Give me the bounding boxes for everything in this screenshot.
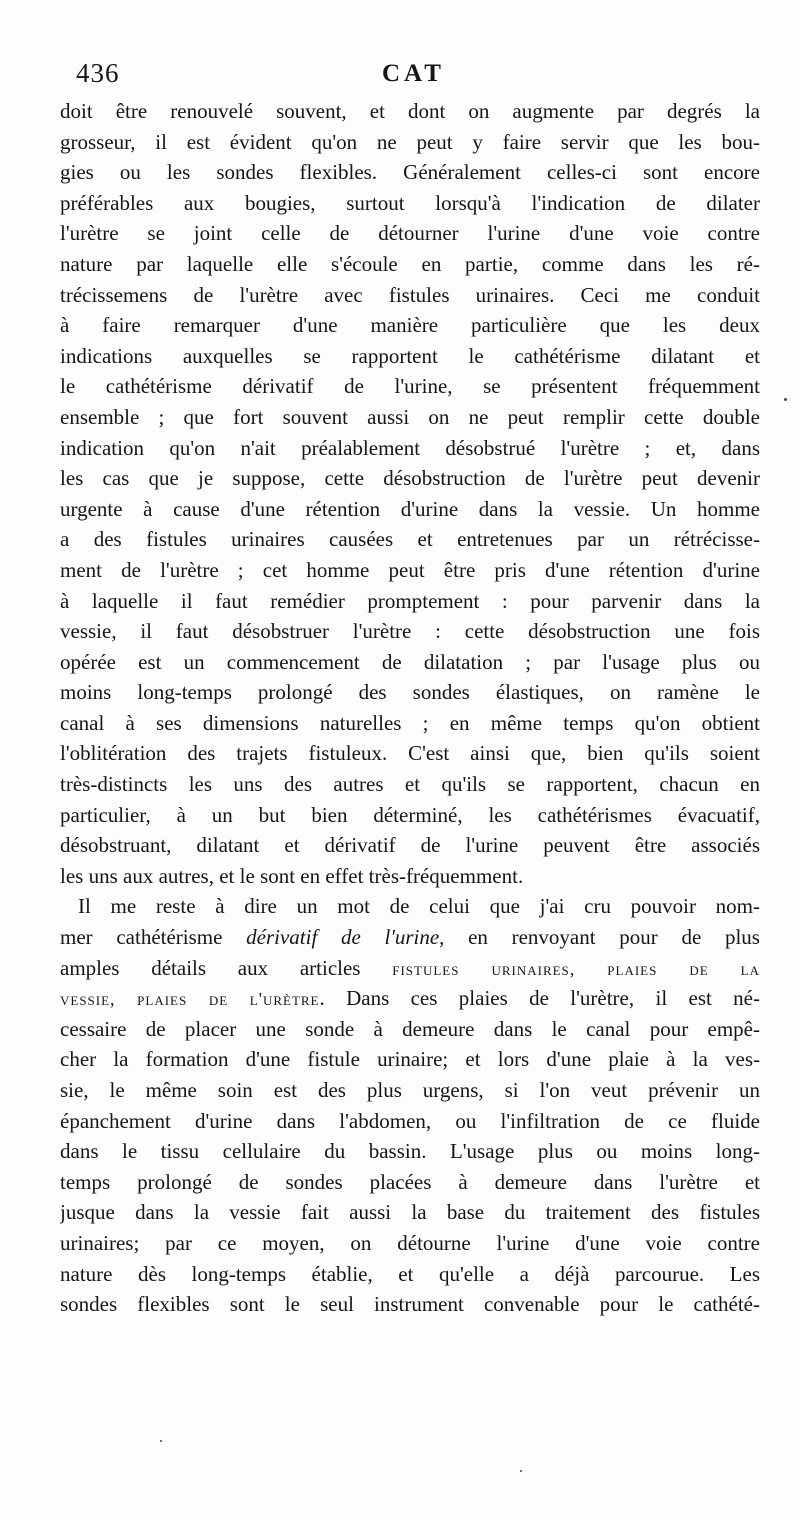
text-line bbox=[60, 341, 760, 372]
text-line bbox=[60, 586, 760, 617]
text-line bbox=[60, 1167, 760, 1198]
line-text: cher la formation d'une fistule urinaire; et lors d'une plaie à la ves- bbox=[60, 1047, 760, 1072]
line-text: indications auxquelles se rapportent le cathétérisme dilatant et bbox=[60, 343, 760, 368]
line-text: indication qu'on n'ait préalablement désobstrué l'urètre ; et, dans bbox=[60, 435, 760, 460]
text-line bbox=[60, 1228, 760, 1259]
text-line bbox=[60, 983, 760, 1014]
text-line bbox=[60, 953, 760, 984]
line-text: à laquelle il faut remédier promptement : pour parvenir dans la bbox=[60, 588, 760, 613]
text-line bbox=[60, 188, 760, 219]
text-line bbox=[60, 891, 760, 922]
line-text: , en renvoyant pour de plus bbox=[439, 925, 760, 950]
ink-speck bbox=[784, 398, 787, 401]
small-caps-text: fistules urinaires, plaies de la bbox=[392, 958, 760, 979]
line-text: l'urètre se joint celle de détourner l'urine d'une voie contre bbox=[60, 221, 760, 246]
line-text: grosseur, il est évident qu'on ne peut y faire servir que les bou- bbox=[60, 129, 760, 154]
text-line bbox=[60, 1075, 760, 1106]
line-text: a des fistules urinaires causées et entretenues par un rétrécisse- bbox=[60, 527, 760, 552]
line-text: trécissemens de l'urètre avec fistules urinaires. Ceci me conduit bbox=[60, 282, 760, 307]
text-line bbox=[60, 1197, 760, 1228]
line-text: les uns aux autres, et le sont en effet très-fréquemment. bbox=[60, 863, 524, 888]
line-text: temps prolongé de sondes placées à demeure dans l'urètre et bbox=[60, 1169, 760, 1194]
line-text: préférables aux bougies, surtout lorsqu'à l'indication de dilater bbox=[60, 190, 760, 215]
text-line bbox=[60, 524, 760, 555]
line-text: nature dès long-temps établie, et qu'elle a déjà parcourue. Les bbox=[60, 1261, 760, 1286]
line-text: à faire remarquer d'une manière particulière que les deux bbox=[60, 313, 760, 338]
line-text: opérée est un commencement de dilatation ; par l'usage plus ou bbox=[60, 649, 760, 674]
line-text: jusque dans la vessie fait aussi la base du traitement des fistules bbox=[60, 1200, 760, 1225]
text-line bbox=[60, 1106, 760, 1137]
text-line bbox=[60, 1136, 760, 1167]
text-line bbox=[60, 677, 760, 708]
line-text: particulier, à un but bien déterminé, les cathétérismes évacuatif, bbox=[60, 802, 760, 827]
line-text: dans le tissu cellulaire du bassin. L'usage plus ou moins long- bbox=[60, 1139, 760, 1164]
line-text: ment de l'urètre ; cet homme peut être pris d'une rétention d'urine bbox=[60, 557, 760, 582]
line-text: urgente à cause d'une rétention d'urine dans la vessie. Un homme bbox=[60, 496, 760, 521]
line-text: très-distincts les uns des autres et qu'ils se rapportent, chacun en bbox=[60, 772, 760, 797]
text-line bbox=[60, 1044, 760, 1075]
small-caps-text: vessie, plaies de l'urètre bbox=[60, 989, 320, 1010]
line-text: doit être renouvelé souvent, et dont on augmente par degrés la bbox=[60, 99, 760, 123]
text-line bbox=[60, 218, 760, 249]
text-line bbox=[60, 708, 760, 739]
line-text: amples détails aux articles bbox=[60, 955, 393, 980]
text-line bbox=[60, 157, 760, 188]
line-text: . Dans ces plaies de l'urètre, il est né- bbox=[319, 986, 760, 1011]
line-text: moins long-temps prolongé des sondes élastiques, on ramène le bbox=[60, 680, 760, 705]
text-line bbox=[60, 310, 760, 341]
text-line bbox=[60, 616, 760, 647]
text-line bbox=[60, 463, 760, 494]
body-text bbox=[60, 96, 760, 1320]
page-header bbox=[70, 58, 760, 98]
line-text: le cathétérisme dérivatif de l'urine, se présentent fréquemment bbox=[60, 374, 760, 399]
text-line bbox=[60, 830, 760, 861]
line-text: Il me reste à dire un mot de celui que j'ai cru pouvoir nom- bbox=[78, 894, 760, 919]
text-line bbox=[60, 861, 760, 892]
line-text: mer cathétérisme bbox=[60, 925, 247, 950]
ink-speck bbox=[520, 1470, 522, 1472]
text-line bbox=[60, 127, 760, 158]
text-line bbox=[60, 922, 760, 953]
line-text: les cas que je suppose, cette désobstruction de l'urètre peut devenir bbox=[60, 466, 760, 491]
line-text: vessie, il faut désobstruer l'urètre : cette désobstruction une fois bbox=[60, 619, 760, 644]
text-line bbox=[60, 769, 760, 800]
line-text: nature par laquelle elle s'écoule en partie, comme dans les ré- bbox=[60, 251, 760, 276]
line-text: sie, le même soin est des plus urgens, si l'on veut prévenir un bbox=[60, 1078, 760, 1102]
text-line bbox=[60, 1014, 760, 1045]
text-line bbox=[60, 1289, 760, 1320]
line-text: cessaire de placer une sonde à demeure dans le canal pour empê- bbox=[60, 1016, 760, 1041]
line-text: ensemble ; que fort souvent aussi on ne peut remplir cette double bbox=[60, 404, 760, 429]
page-number: 436 bbox=[76, 58, 120, 88]
italic-text: dérivatif de l'urine bbox=[246, 925, 440, 950]
ink-speck bbox=[160, 1440, 162, 1442]
text-line bbox=[60, 433, 760, 464]
text-line bbox=[60, 555, 760, 586]
line-text: sondes flexibles sont le seul instrument convenable pour le cathété- bbox=[60, 1292, 760, 1317]
text-line bbox=[60, 738, 760, 769]
line-text: l'oblitération des trajets fistuleux. C'est ainsi que, bien qu'ils soient bbox=[60, 741, 760, 766]
text-line bbox=[60, 371, 760, 402]
line-text: gies ou les sondes flexibles. Généralement celles-ci sont encore bbox=[60, 160, 760, 185]
line-text: urinaires; par ce moyen, on détourne l'urine d'une voie contre bbox=[60, 1230, 760, 1255]
text-line bbox=[60, 494, 760, 525]
line-text: désobstruant, dilatant et dérivatif de l'urine peuvent être associés bbox=[60, 833, 760, 858]
text-line bbox=[60, 402, 760, 433]
text-line bbox=[60, 96, 760, 127]
text-line bbox=[60, 647, 760, 678]
running-head: CAT bbox=[382, 60, 445, 87]
text-line bbox=[60, 280, 760, 311]
text-line bbox=[60, 249, 760, 280]
text-line bbox=[60, 1259, 760, 1290]
text-line bbox=[60, 800, 760, 831]
line-text: canal à ses dimensions naturelles ; en même temps qu'on obtient bbox=[60, 710, 760, 735]
line-text: épanchement d'urine dans l'abdomen, ou l'infiltration de ce fluide bbox=[60, 1108, 760, 1133]
